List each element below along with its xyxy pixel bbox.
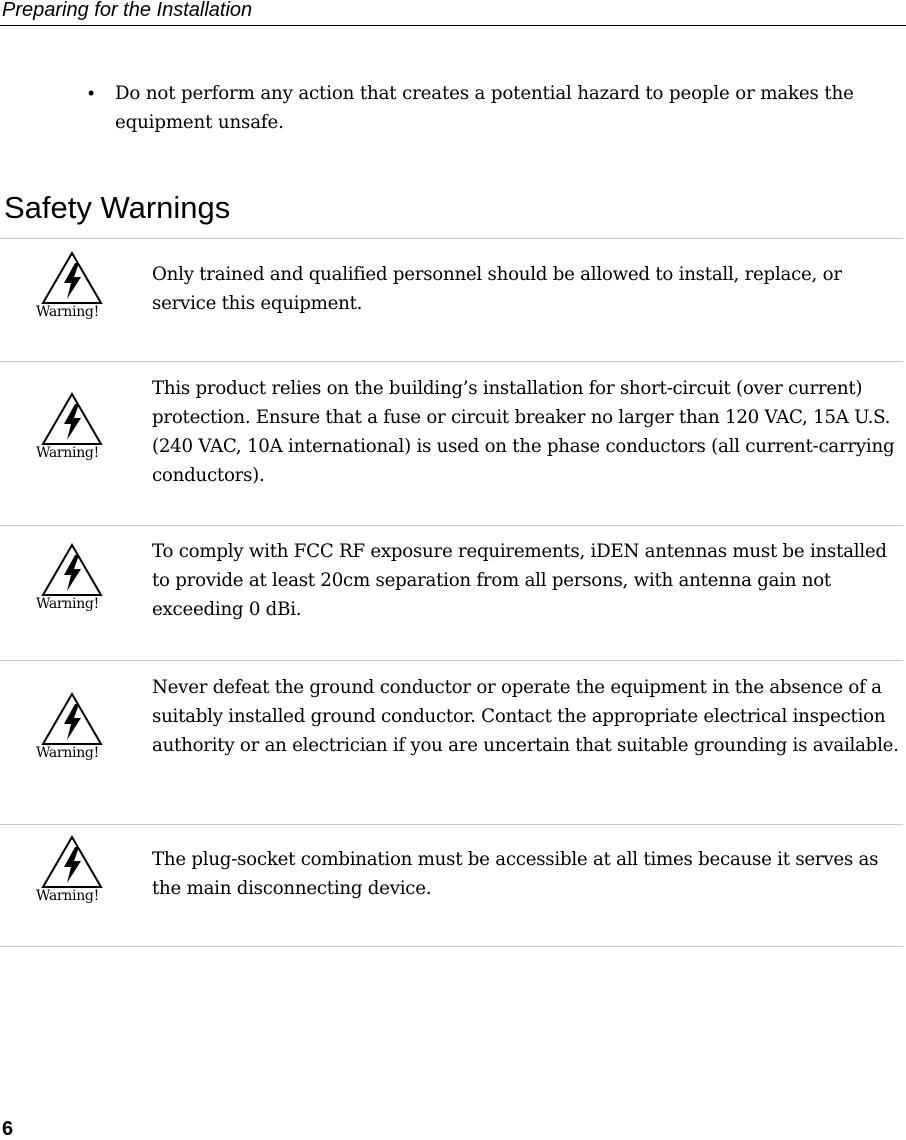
warning-row: [0, 525, 903, 660]
warning-label: Warning!: [36, 745, 99, 761]
warning-row: [0, 238, 903, 361]
bullet-text: Do not perform any action that creates a potential hazard to people or makes the equipment unsafe.: [115, 83, 854, 133]
warning-label: Warning!: [36, 888, 99, 904]
lightning-warning-icon: [40, 834, 104, 890]
lightning-warning-icon: [40, 542, 104, 598]
page-header: [0, 0, 906, 26]
warning-row: [0, 660, 903, 824]
running-header-title: Preparing for the Installation: [2, 0, 253, 21]
warning-label: Warning!: [36, 304, 99, 320]
warning-text: Never defeat the ground conductor or operate the equipment in the absence of a suitably installed ground conductor. Contact the appropriate electrical inspection authority or an electrician if you are uncertain that suitable grounding is available.: [152, 677, 899, 756]
warning-label: Warning!: [36, 445, 99, 461]
warning-text: The plug-socket combination must be accessible at all times because it serves as the main disconnecting device.: [152, 849, 879, 899]
page-number: 6: [2, 1118, 14, 1140]
warning-text: To comply with FCC RF exposure requirements, iDEN antennas must be installed to provide at least 20cm separation from all persons, with antenna gain not exceeding 0 dBi.: [152, 541, 887, 620]
warning-text: This product relies on the building’s installation for short-circuit (over current) protection. Ensure that a fuse or circuit breaker no larger than 120 VAC, 15A U.S. (240 VAC, 10A international) is used on the phase conductors (all current-carrying conductors).: [152, 378, 895, 486]
bullet-icon: •: [88, 83, 95, 103]
warning-label: Warning!: [36, 596, 99, 612]
warning-row: [0, 824, 903, 947]
section-title: Safety Warnings: [4, 190, 231, 225]
lightning-warning-icon: [40, 691, 104, 747]
warning-text: Only trained and qualified personnel should be allowed to install, replace, or service this equipment.: [152, 264, 842, 314]
lightning-warning-icon: [40, 250, 104, 306]
lightning-warning-icon: [40, 391, 104, 447]
warning-row: [0, 361, 903, 525]
